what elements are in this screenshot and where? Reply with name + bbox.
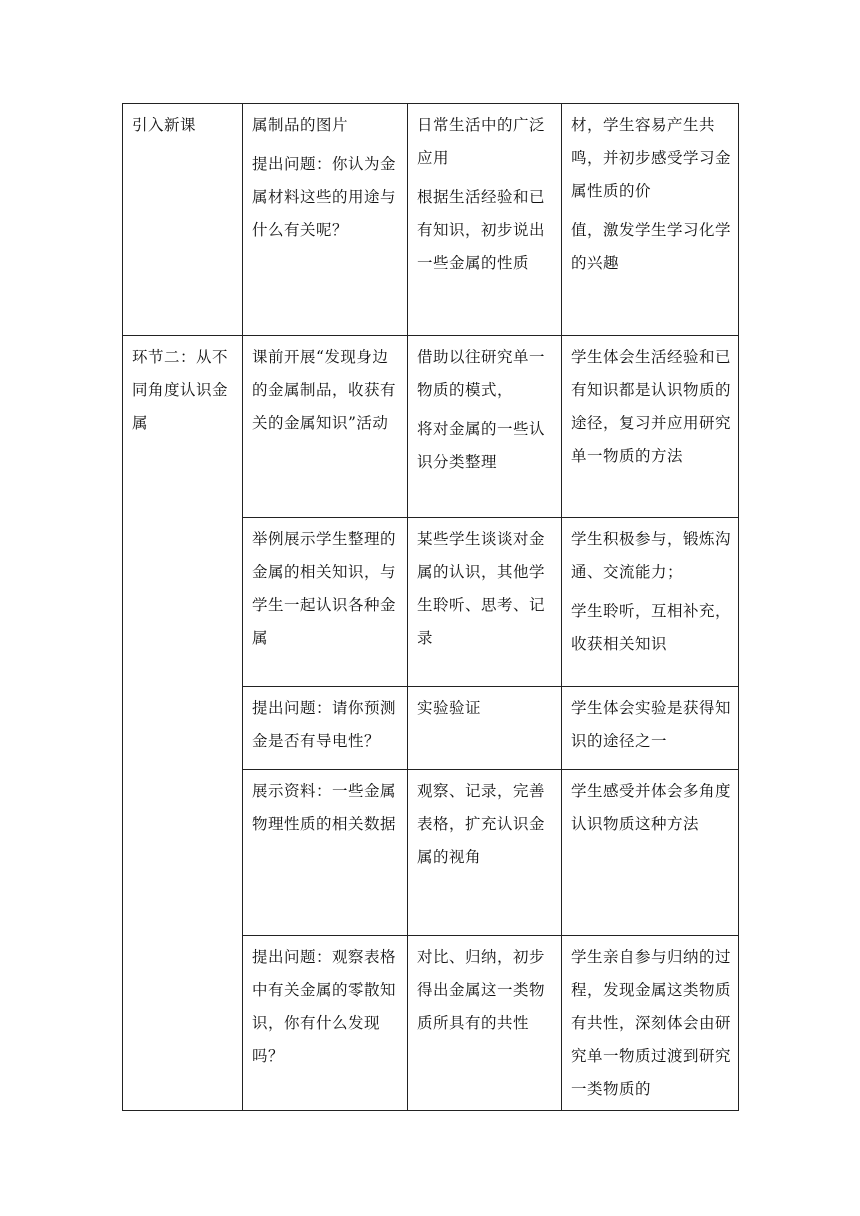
teacher-activity-cell: 展示资料：一些金属物理性质的相关数据 (243, 770, 408, 936)
teacher-activity-cell: 提出问题：请你预测金是否有导电性？ (243, 687, 408, 770)
table-row (123, 336, 739, 518)
student-activity-cell: 实验验证 (408, 687, 562, 770)
teacher-activity-cell: 提出问题：观察表格中有关金属的零散知识，你有什么发现吗？ (243, 936, 408, 1111)
table-row (123, 104, 739, 336)
design-intent-cell: 学生亲自参与归纳的过程，发现金属这类物质有共性，深刻体会由研究单一物质过渡到研究一类物质的 (562, 936, 739, 1111)
student-activity-cell: 借助以往研究单一物质的模式， 将对金属的一些认识分类整理 (408, 336, 562, 518)
teacher-activity-cell: 课前开展“发现身边的金属制品，收获有关的金属知识”活动 (243, 336, 408, 518)
stage-cell: 环节二：从不同角度认识金属 (123, 336, 243, 1111)
student-activity-cell: 某些学生谈谈对金属的认识，其他学生聆听、思考、记录 (408, 518, 562, 687)
student-activity-cell: 观察、记录，完善表格，扩充认识金属的视角 (408, 770, 562, 936)
design-intent-cell: 材，学生容易产生共鸣，并初步感受学习金属性质的价 值，激发学生学习化学的兴趣 (562, 104, 739, 336)
teacher-activity-cell: 举例展示学生整理的金属的相关知识，与学生一起认识各种金属 (243, 518, 408, 687)
student-activity-cell: 对比、归纳，初步得出金属这一类物质所具有的共性 (408, 936, 562, 1111)
lesson-plan-table (122, 103, 739, 1111)
design-intent-cell: 学生感受并体会多角度认识物质这种方法 (562, 770, 739, 936)
student-activity-cell: 日常生活中的广泛应用 根据生活经验和已有知识，初步说出一些金属的性质 (408, 104, 562, 336)
design-intent-cell: 学生积极参与，锻炼沟通、交流能力； 学生聆听，互相补充，收获相关知识 (562, 518, 739, 687)
teacher-activity-cell: 属制品的图片 提出问题：你认为金属材料这些的用途与什么有关呢？ (243, 104, 408, 336)
design-intent-cell: 学生体会实验是获得知识的途径之一 (562, 687, 739, 770)
design-intent-cell: 学生体会生活经验和已有知识都是认识物质的途径，复习并应用研究单一物质的方法 (562, 336, 739, 518)
stage-cell: 引入新课 (123, 104, 243, 336)
